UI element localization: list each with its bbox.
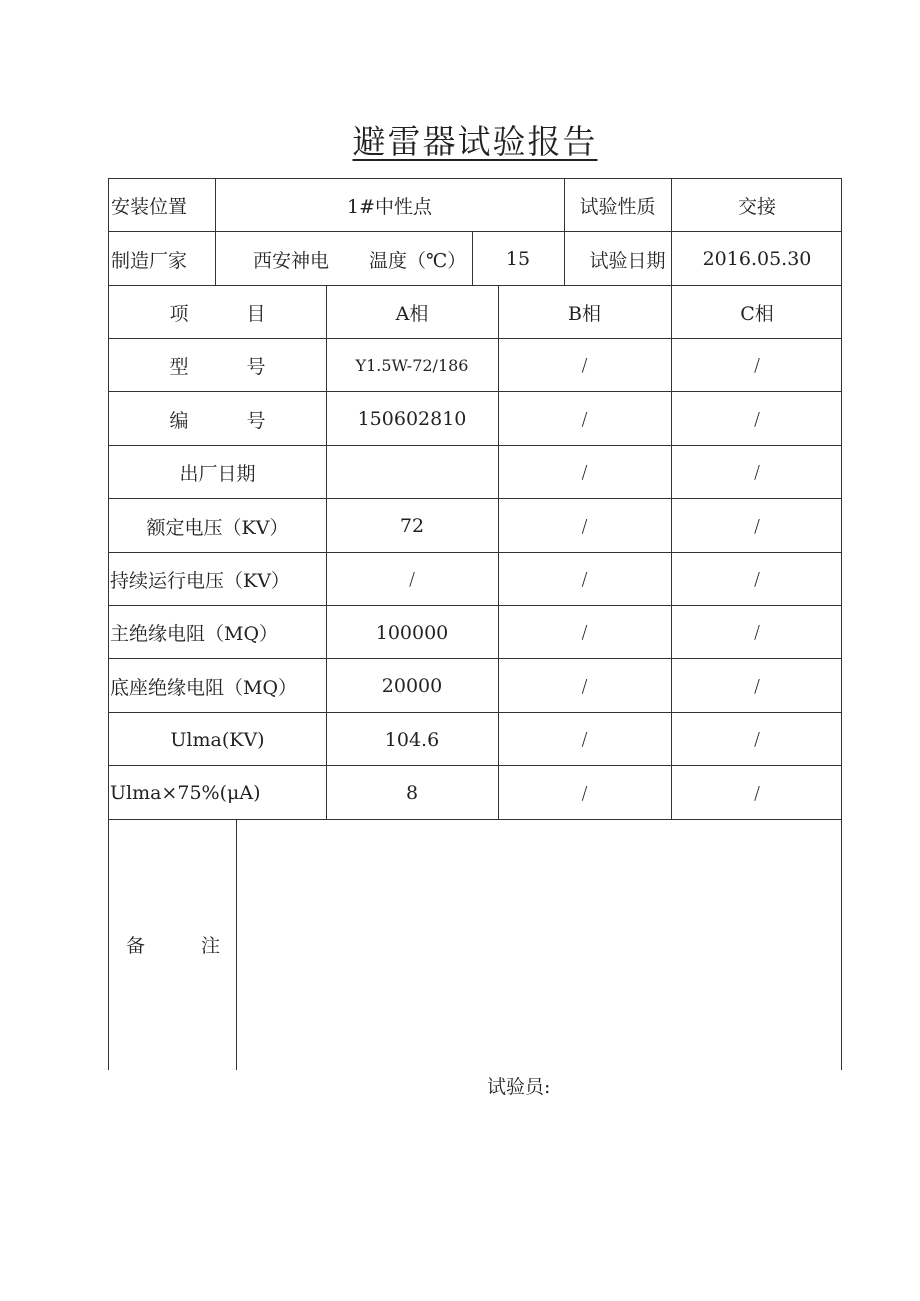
cell-a: 20000 — [381, 675, 443, 697]
table-row — [108, 606, 842, 659]
cell-b: / — [581, 729, 588, 750]
table-row — [108, 392, 842, 446]
row-label: Ulma(KV) — [170, 728, 265, 751]
table-row — [108, 659, 842, 713]
cell-b: / — [581, 675, 588, 697]
maker-value: 西安神电 — [252, 249, 329, 272]
table-row — [108, 499, 842, 553]
cell-a: 8 — [405, 782, 419, 804]
row-label-b: 号 — [246, 409, 266, 432]
cell-b: / — [581, 515, 588, 537]
table-row — [108, 553, 842, 606]
row-label: 出厂日期 — [179, 463, 256, 485]
table-row — [108, 446, 842, 499]
cell-c: / — [753, 355, 761, 376]
cell-c: / — [753, 782, 761, 804]
remarks-value — [237, 819, 843, 1070]
date-label: 试验日期 — [589, 249, 666, 272]
test-nature-label: 试验性质 — [579, 196, 656, 218]
page-title: 避雷器试验报告 — [352, 122, 598, 161]
cell-c: / — [753, 729, 761, 750]
cell-a: 100000 — [375, 621, 449, 644]
cell-a: Y1.5W-72/186 — [355, 356, 469, 375]
row-label — [109, 392, 326, 446]
cell-a: 150602810 — [357, 408, 467, 430]
col-item-b: 目 — [246, 303, 266, 325]
cell-a — [326, 446, 498, 499]
cell-c: / — [753, 462, 761, 483]
remarks-label-a: 备 — [125, 935, 145, 957]
temp-label: 温度（℃） — [369, 249, 467, 272]
cell-a: 104.6 — [384, 728, 440, 751]
cell-b: / — [581, 462, 588, 483]
cell-a: / — [408, 569, 416, 590]
temp-value: 15 — [505, 248, 531, 270]
cell-b: / — [581, 569, 588, 590]
remarks-label-b: 注 — [201, 935, 221, 957]
col-item-header — [109, 286, 326, 339]
cell-b: / — [581, 408, 588, 430]
row-label: 额定电压（KV） — [146, 516, 289, 539]
tester-label: 试验员: — [487, 1076, 551, 1098]
row-label: Ulma×75%(μA) — [110, 782, 261, 804]
row-label — [109, 339, 326, 392]
row-label: 主绝缘电阻（MQ） — [110, 623, 279, 645]
col-item-a: 项 — [169, 303, 189, 325]
remarks-label — [109, 819, 237, 1070]
test-nature-value: 交接 — [737, 196, 776, 218]
date-value: 2016.05.30 — [702, 248, 812, 270]
row-label-a: 型 — [169, 356, 189, 378]
col-b-header: B相 — [568, 303, 601, 325]
table-row — [108, 713, 842, 766]
cell-b: / — [581, 355, 588, 376]
remarks-row — [108, 819, 842, 1070]
table-row — [108, 339, 842, 392]
cell-c: / — [753, 569, 761, 590]
cell-c: / — [753, 408, 761, 430]
col-a-header: A相 — [395, 303, 429, 325]
row-label: 持续运行电压（KV） — [110, 570, 290, 592]
cell-c: / — [753, 675, 761, 697]
install-label: 安装位置 — [111, 196, 188, 218]
row-label-a: 编 — [169, 409, 189, 432]
col-c-header: C相 — [740, 303, 774, 325]
header-row-1 — [108, 178, 842, 232]
row-label: 底座绝缘电阻（MQ） — [110, 676, 298, 699]
column-header-row — [108, 286, 842, 339]
cell-b: / — [581, 622, 588, 643]
cell-c: / — [753, 622, 761, 643]
maker-label: 制造厂家 — [111, 249, 188, 272]
header-row-2 — [108, 232, 842, 286]
table-row — [108, 766, 842, 820]
cell-a: 72 — [399, 515, 425, 537]
install-value: 1#中性点 — [346, 196, 432, 218]
cell-c: / — [753, 515, 761, 537]
cell-b: / — [581, 782, 588, 804]
row-label-b: 号 — [246, 356, 266, 378]
